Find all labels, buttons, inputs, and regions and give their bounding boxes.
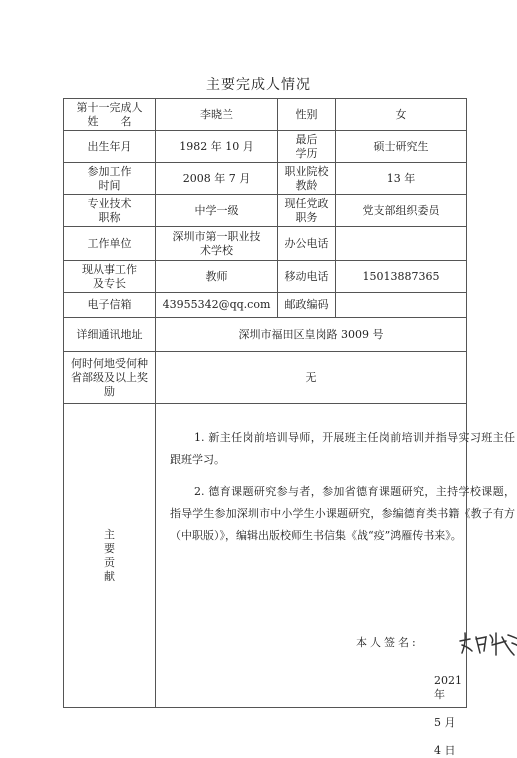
gender-value: 女 (336, 99, 467, 131)
table-row (64, 352, 467, 404)
name-label: 第十一完成人 姓 名 (64, 99, 156, 131)
awards-label: 何时何地受何种 省部级及以上奖 励 (64, 352, 156, 404)
postcode-label: 邮政编码 (278, 293, 336, 318)
email-value: 43955342@qq.com (156, 293, 278, 318)
party-position-label: 现任党政 职务 (278, 195, 336, 227)
mobile-value: 15013887365 (336, 261, 467, 293)
work-start-value: 2008 年 7 月 (156, 163, 278, 195)
birth-value: 1982 年 10 月 (156, 131, 278, 163)
contribution-label: 主 要 贡 献 (64, 404, 156, 708)
work-start-label: 参加工作 时间 (64, 163, 156, 195)
table-row (64, 195, 467, 227)
table-row (64, 99, 467, 131)
postcode-value (336, 293, 467, 318)
name-value: 李晓兰 (156, 99, 278, 131)
teaching-years-label: 职业院校 教龄 (278, 163, 336, 195)
education-label: 最后 学历 (278, 131, 336, 163)
table-row (64, 131, 467, 163)
contribution-content (156, 404, 515, 757)
job-value: 教师 (156, 261, 278, 293)
mobile-label: 移动电话 (278, 261, 336, 293)
address-value: 深圳市福田区皇岗路 3009 号 (156, 318, 467, 352)
address-label: 详细通讯地址 (64, 318, 156, 352)
employer-value: 深圳市第一职业技 术学校 (156, 227, 278, 261)
date-month: 5 月 (434, 716, 456, 729)
birth-label: 出生年月 (64, 131, 156, 163)
table-row (64, 261, 467, 293)
table-row (64, 318, 467, 352)
office-phone-label: 办公电话 (278, 227, 336, 261)
page-title: 主要完成人情况 (206, 77, 311, 93)
teaching-years-value: 13 年 (336, 163, 467, 195)
table-row (64, 227, 467, 261)
personnel-table (63, 98, 515, 757)
email-label: 电子信箱 (64, 293, 156, 318)
table-row (64, 293, 467, 318)
gender-label: 性别 (278, 99, 336, 131)
date-day: 4 日 (434, 744, 456, 757)
contribution-paragraph-1: 1. 新主任岗前培训导师，开展班主任岗前培训并指导实习班主任跟班学习。 (170, 431, 515, 466)
handwritten-signature (456, 629, 517, 659)
signature-label: 本人签名: (356, 636, 419, 649)
table-row (64, 404, 467, 708)
contribution-paragraph-2: 2. 德育课题研究参与者，参加省德育课题研究，主持学校课题，指导学生参加深圳市中小学生小课题研究，参编德育类书籍《教子有方（中职版）》，编辑出版校师生书信集《战“疫”鸿雁传书来》。 (170, 485, 515, 542)
professional-title-value: 中学一级 (156, 195, 278, 227)
professional-title-label: 专业技术 职称 (64, 195, 156, 227)
party-position-value: 党支部组织委员 (336, 195, 467, 227)
table-row (64, 163, 467, 195)
date-year: 2021 年 (434, 674, 462, 701)
job-label: 现从事工作 及专长 (64, 261, 156, 293)
employer-label: 工作单位 (64, 227, 156, 261)
signature-date (434, 674, 466, 758)
office-phone-value (336, 227, 467, 261)
awards-value: 无 (156, 352, 467, 404)
education-value: 硕士研究生 (336, 131, 467, 163)
